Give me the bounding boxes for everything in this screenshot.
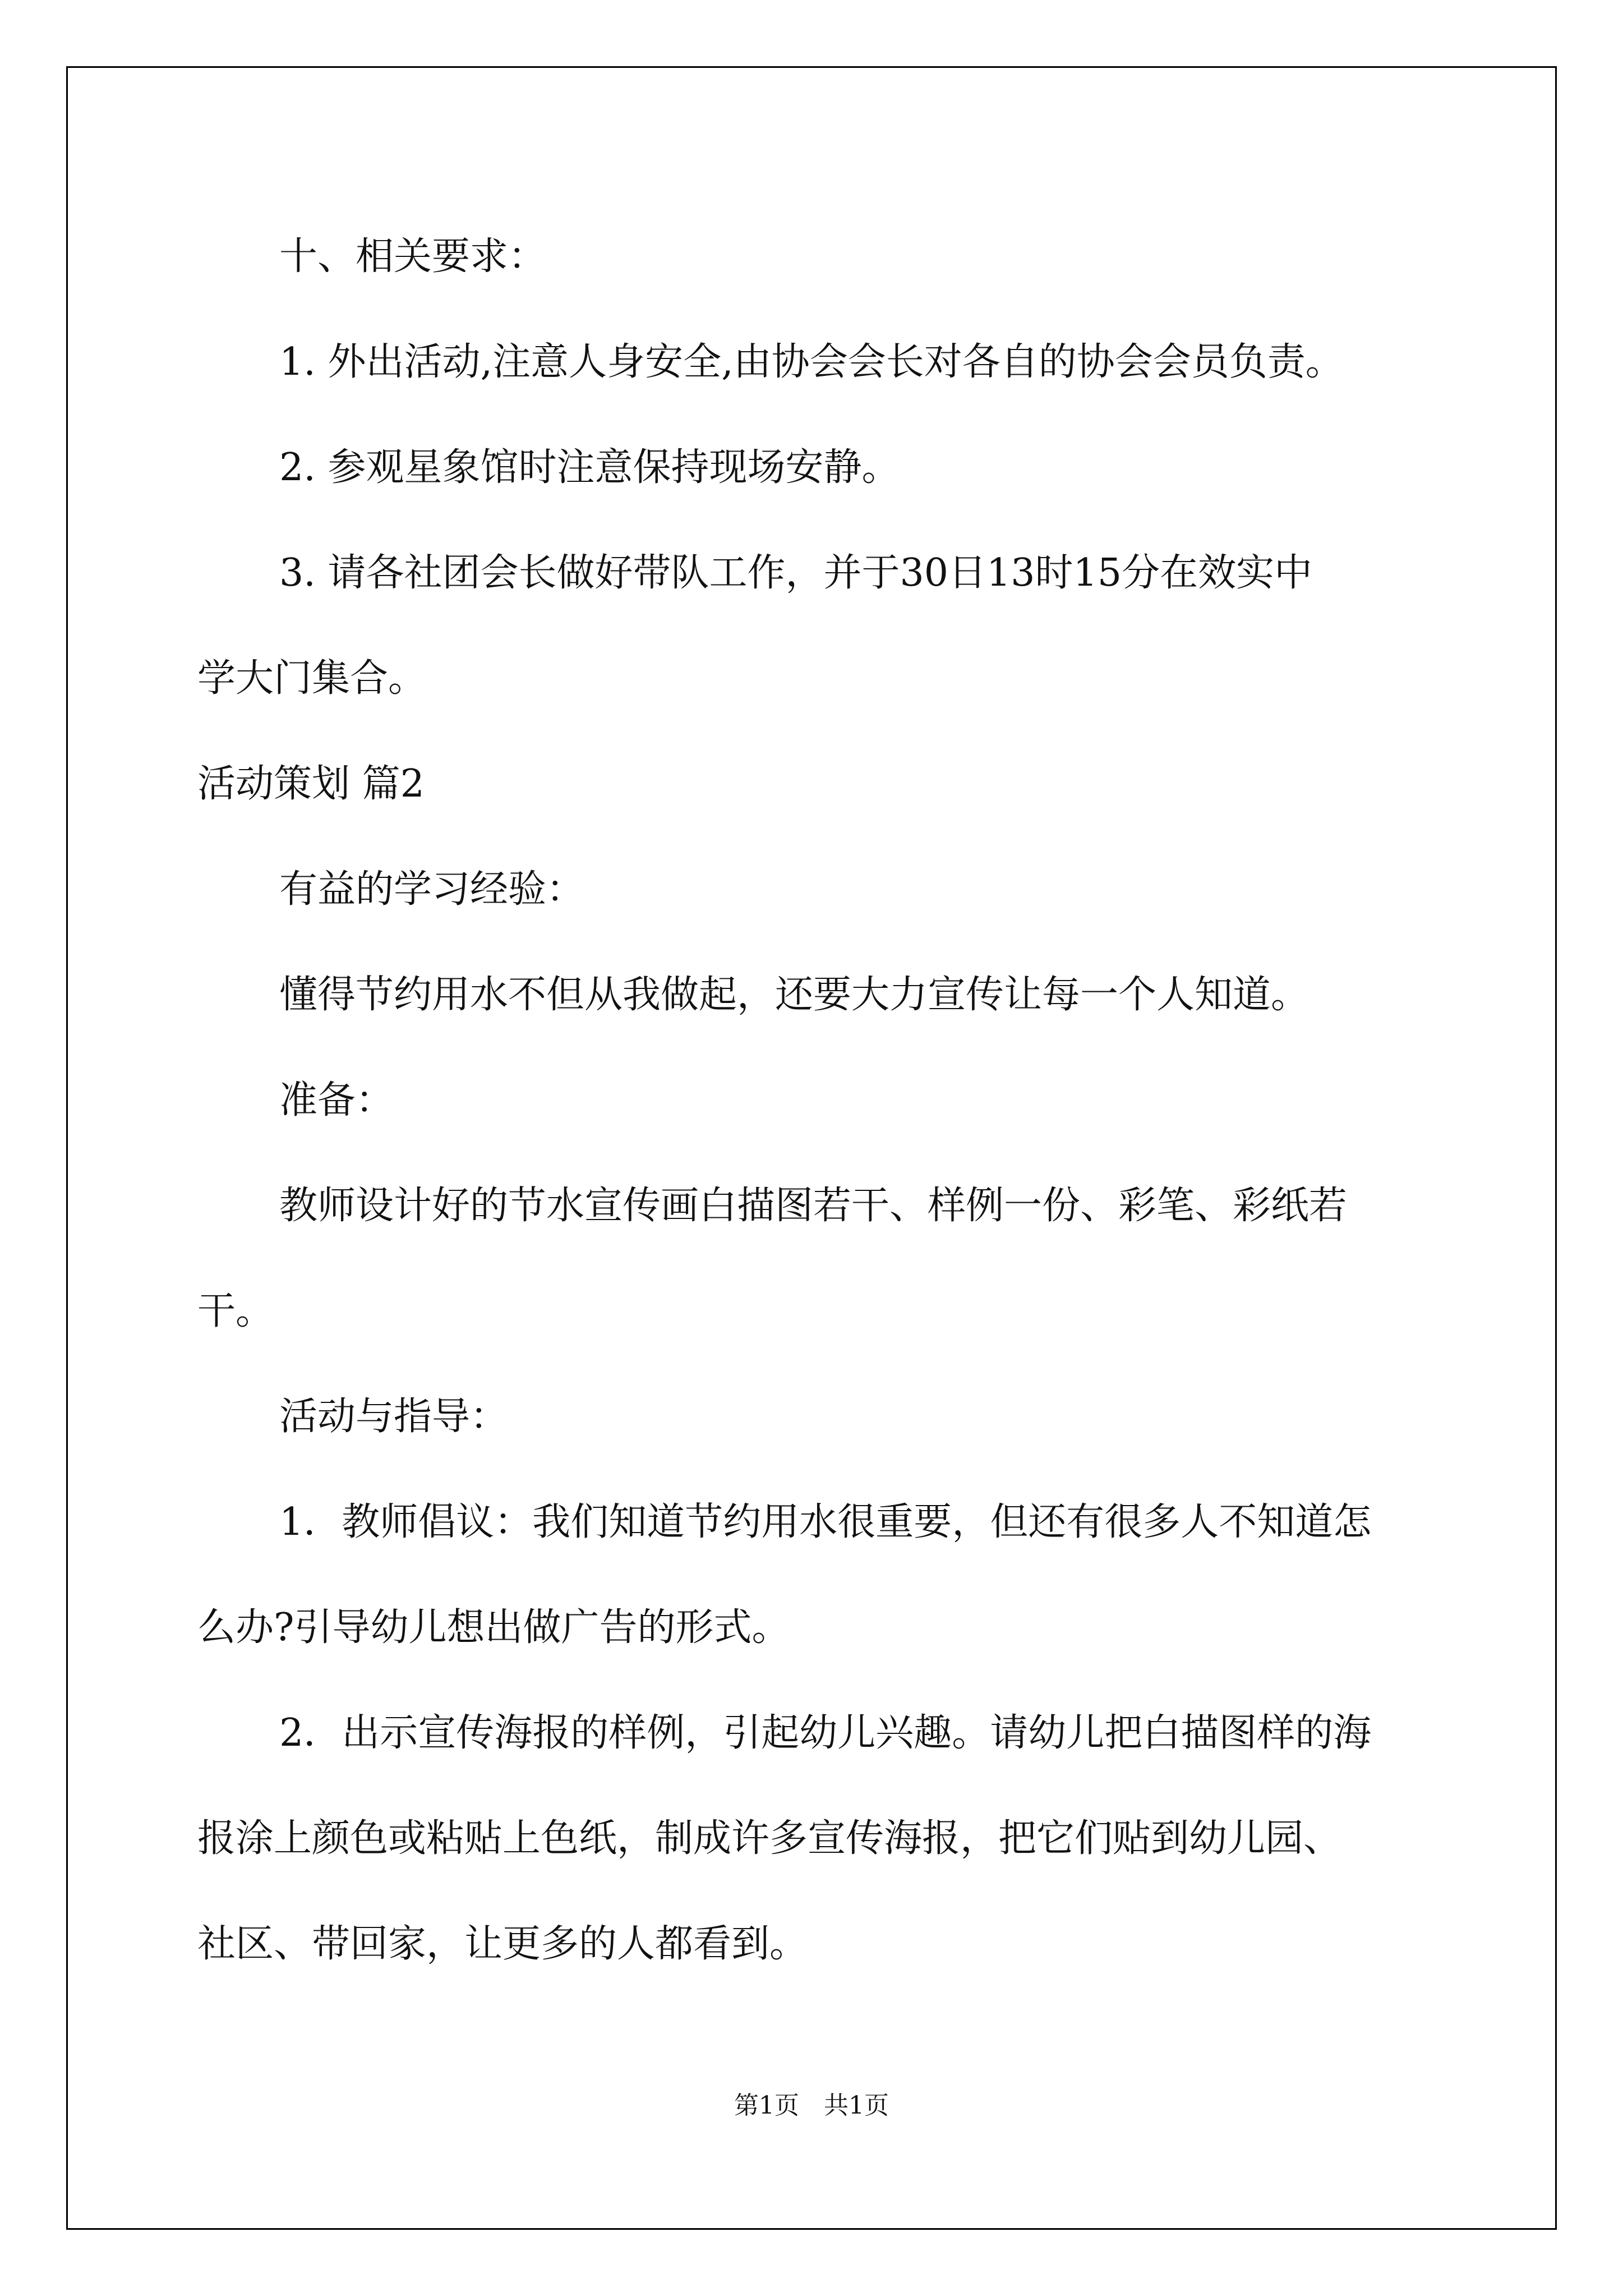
text-line: 有益的学习经验：: [279, 867, 585, 912]
text-line: 2．出示宣传海报的样例，引起幼儿兴趣。请幼儿把白描图样的海: [279, 1711, 1372, 1755]
page-footer: 第1页 共1页: [734, 2091, 889, 2120]
text-line: 2. 参观星象馆时注意保持现场安静。: [279, 445, 900, 490]
text-line: 干。: [197, 1289, 274, 1333]
section-heading: 活动策划 篇2: [197, 762, 425, 806]
text-line: 懂得节约用水不但从我做起，还要大力宣传让每一个人知道。: [279, 973, 1310, 1017]
text-line: 1. 外出活动,注意人身安全,由协会会长对各自的协会会员负责。: [279, 340, 1344, 384]
text-line: 么办?引导幼儿想出做广告的形式。: [197, 1605, 790, 1650]
text-line: 社区、带回家，让更多的人都看到。: [197, 1922, 808, 1966]
text-line: 报涂上颜色或粘贴上色纸，制成许多宣传海报，把它们贴到幼儿园、: [197, 1816, 1342, 1861]
page-border: [66, 66, 1557, 2230]
text-line: 1．教师倡议：我们知道节约用水很重要，但还有很多人不知道怎: [279, 1500, 1372, 1544]
text-line: 准备：: [279, 1078, 394, 1122]
text-line: 3. 请各社团会长做好带队工作，并于30日13时15分在效实中: [279, 551, 1313, 595]
text-line: 十、相关要求：: [279, 234, 547, 279]
text-line: 学大门集合。: [197, 656, 427, 701]
text-line: 教师设计好的节水宣传画白描图若干、样例一份、彩笔、彩纸若: [279, 1184, 1348, 1228]
text-line: 活动与指导：: [279, 1395, 509, 1439]
